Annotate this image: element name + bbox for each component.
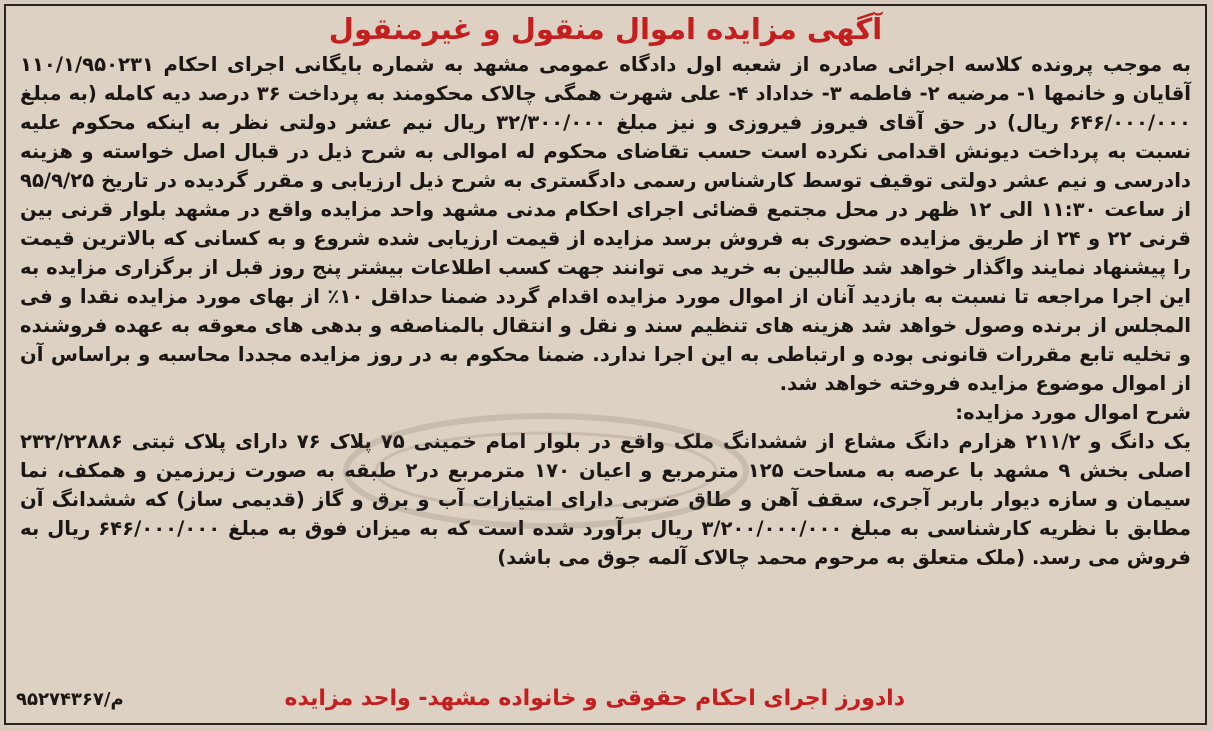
property-description: یک دانگ و ۲۱۱/۲ هزارم دانگ مشاع از ششدانگ ملک واقع در بلوار امام خمینی ۷۵ پلاک ۷۶ دارای پلاک ثبتی ۲۳۲/۲۲۸۸۶ اصلی بخش ۹ مشهد با عرصه به مساحت ۱۲۵ مترمربع و اعیان ۱۷۰ مترمربع در۲ طبقه به صورت زیرزمین و همکف، نما سیمان و سازه دیوار باربر آجری، سقف آهن و طاق ضربی دارای امتیازات آب و برق و گاز (قدیمی ساز) که ششدانگ آن مطابق با نظریه کارشناسی به مبلغ ۳/۲۰۰/۰۰۰/۰۰۰ ریال برآورد شده است که به میزان فوق به مبلغ ۶۴۶/۰۰۰/۰۰۰ ریال به فروش می رسد. (ملک متعلق به مرحوم محمد چالاک آلمه جوق می باشد) [20, 430, 1191, 569]
notice-main-paragraph: به موجب پرونده کلاسه اجرائی صادره از شعبه اول دادگاه عمومی مشهد به شماره بایگانی اجرای احکام ۱۱۰/۱/۹۵۰۲۳۱ آقایان و خانمها ۱- مرضیه ۲- فاطمه ۳- خداداد ۴- علی شهرت همگی چالاک محکومند به پرداخت ۳۶ درصد دیه کامله (به مبلغ ۶۴۶/۰۰۰/۰۰۰ ریال) در حق آقای فیروز فیروزی و نیز مبلغ ۳۲/۳۰۰/۰۰۰ ریال نیم عشر دولتی نظر به اینکه محکوم علیه نسبت به پرداخت دیونش اقدامی نکرده است حسب تقاضای محکوم له اموالی به شرح ذیل در قبال اصل خواسته و هزینه دادرسی و نیم عشر دولتی توقیف توسط کارشناس رسمی دادگستری به شرح ذیل ارزیابی و مقرر گردیده در تاریخ ۹۵/۹/۲۵ از ساعت ۱۱:۳۰ الی ۱۲ ظهر در محل مجتمع قضائی اجرای احکام مدنی مشهد واحد مزایده واقع در مشهد بلوار قرنی بین قرنی ۲۲ و ۲۴ از طریق مزایده حضوری به فروش برسد مزایده از قیمت ارزیابی شده شروع و به کسانی که بالاترین قیمت را پیشنهاد نمایند واگذار خواهد شد طالبین به خرید می توانند جهت کسب اطلاعات بیشتر پنج روز قبل از برگزاری مزایده به این اجرا مراجعه تا نسبت به بازدید آنان از اموال مورد مزایده اقدام گردد ضمنا حداقل ۱۰٪ از بهای مورد مزایده نقدا و فی المجلس از برنده وصول خواهد شد هزینه های تنظیم سند و نقل و انتقال بالمناصفه و بدهی های معوقه به عهده فروشنده و تخلیه تابع مقررات قانونی بوده و ارتباطی به این اجرا ندارد. ضمنا محکوم به در روز مزایده مجددا محاسبه و براساس آن از اموال موضوع مزایده فروخته خواهد شد. [20, 53, 1192, 395]
issuer-signature: دادورز اجرای احکام حقوقی و خانواده مشهد- واحد مزایده [284, 686, 905, 711]
notice-footer [6, 683, 1205, 717]
newspaper-notice [4, 4, 1207, 725]
reference-number: م/۹۵۲۷۴۳۶۷ [16, 689, 124, 710]
notice-title: آگهی مزایده اموال منقول و غیرمنقول [328, 12, 883, 46]
property-description-heading: شرح اموال مورد مزایده: [955, 401, 1191, 424]
notice-body [6, 50, 1205, 572]
